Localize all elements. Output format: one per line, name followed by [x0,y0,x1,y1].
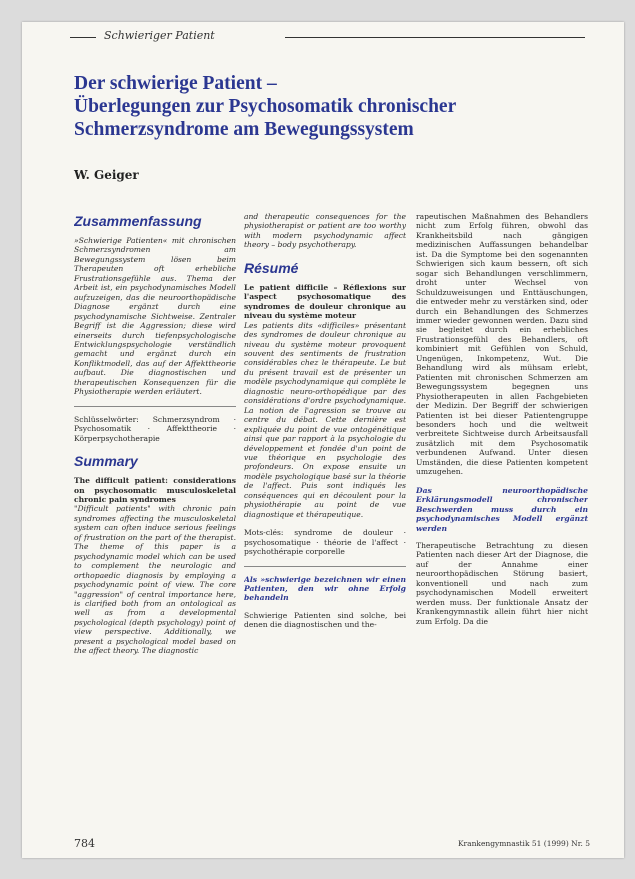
body-text: rapeutischen Maßnahmen des Behandlers nicht zum Erfolg führen, obwohl das Krankheitsbild nach gängigen medizinischen Auffassungen behandelbar ist. Da die Symptome bei den sogenannten Schwierigen sich kaum bessern, oft sich sogar sich Behandlungen verschlimmern, droht unter Wechsel von Schuldzuweisungen und Enttäuschungen, die entweder mehr zu verstärken sind, oder durch ein Behandlungen des Schmerzes immer wieder gewonnen werden. Dazu sind sie begleitet durch ein erhebliches Frustrationsgefühl des Behandlers, oft kombiniert mit Gefühlen von Schuld, Ungenügen, Inkompetenz, Wut. Die Behandlung wird als mühsam erlebt, Patienten mit chronischen Schmerzen am Bewegungssystem begegnen uns Physiotherapeuten in allen Fachgebieten der Medizin. Der Begriff der schwierigen Patienten ist bei dieser Patientengruppe besonders hoch und die weltweit verbreitete Sichtweise durch Arbeitsausfall zusätzlich mit dem Psychosomatik verbundenen Aufwand. Unter diesen Umständen, die diese Patienten kompetent umzugehen. [416,212,588,477]
article-title [74,72,594,141]
section-subheading: Als »schwierige bezeichnen wir einen Patienten, den wir ohne Erfolg behandeln [244,574,406,603]
keywords: Schlüsselwörter: Schmerzsyndrom · Psychosomatik · Affekttheorie · Körperpsychotherapie [74,414,236,443]
column-2 [244,212,406,822]
page-number: 784 [74,837,95,850]
summary-heading: Summary [74,453,138,470]
title-line-1: Der schwierige Patient – [74,73,277,94]
summary-continued: and therapeutic consequences for the physiotherapist or patient are too worthy with modern psychodynamic affect theory – body psychotherapy. [244,212,406,250]
body-text: Schwierige Patienten sind solche, bei denen die diagnostischen und the- [244,610,406,630]
column-3 [416,212,588,822]
divider [74,406,236,407]
resume-heading: Résumé [244,259,299,276]
mots-cles: Mots-clés: syndrome de douleur · psychosomatique · théorie de l'affect · psychothérapie corporelle [244,528,406,557]
divider [244,566,406,567]
journal-reference: Krankengymnastik 51 (1999) Nr. 5 [457,839,590,848]
summary-text: "Difficult patients" with chronic pain syndromes affecting the musculoskeletal system can often induce serious feelings of frustration on the part of the therapist. The theme of this paper is a psychodynamic model which can be used to complement the neurologic and orthopaedic diagnosis by employing a psychodynamic point of view. The core "aggression" of central importance here, is clarified both from an ontological as well as from a developmental psychological (depth psychology) point of view perspective. Additionally, we present a psychological model based on the affect theory. The diagnostic [74,504,236,656]
zusammenfassung-heading: Zusammenfassung [74,213,202,229]
resume-title: Le patient difficile – Réflexions sur l'aspect psychosomatique des syndromes de douleur chronique au niveau du système moteur [244,282,406,321]
journal-page [22,22,624,858]
zusammenfassung-text: »Schwierige Patienten« mit chronischen Schmerzsyndromen am Bewegungssystem lösen beim Therapeuten oft erhebliche Frustrationsgefühle aus. Thema der Arbeit ist, ein psychodynamisches Modell aufzuzeigen, das die neuroorthopädische Diagnose ergänzt durch eine psychodynamische Sichtweise. Zentraler Begriff ist die Aggression; diese wird einerseits durch tiefenpsychologische Entwicklungspsychologie verständlich gemacht und ergänzt durch ein Konfliktmodell, das auf der Affekttheorie aufbaut. Die diagnostischen und therapeutischen Konsequenzen für die Physiotherapie werden erläutert. [74,236,236,397]
author: W. Geiger [74,168,139,182]
title-line-3: Schmerzsyndrome am Bewegungssystem [74,119,414,140]
body-text: Therapeutische Betrachtung zu diesen Patienten nach dieser Art der Diagnose, die auf der Annahme einer neuroorthopädischen Störung basiert, konventionell und nach zum psychodynamischen Modell erweitert werden muss. Der funktionale Ansatz der Krankengymnastik allein führt hier nicht zum Erfolg. Da die [416,540,588,626]
resume-text: Les patients dits «difficiles» présentant des syndromes de douleur chronique au niveau du système moteur provoquent souvent des sentiments de frustration considérables chez le thérapeute. Le but du présent travail est de présenter un modèle psychodynamique qui complète le diagnostic neuro-orthopédique par des considérations d'ordre psychodynamique. La notion de l'agression se trouve au centre du débat. Cette dernière est expliquée du point de vue ontogénétique ainsi que par rapport à la psychologie du développement et fondée d'un point de vue théorique en psychologie des profondeurs. On expose ensuite un modèle psychologique basé sur la théorie de l'affect. Puis sont indiqués les conséquences qui en découlent pour la physiothérapie au point de vue diagnostique et thérapeutique. [244,320,406,519]
title-line-2: Überlegungen zur Psychosomatik chronischer [74,96,457,117]
column-1 [74,212,236,822]
summary-title: The difficult patient: considerations on psychosomatic musculoskeletal chronic pain syndromes [74,476,236,504]
section-subheading: Das neuroorthopädische Erklärungsmodell chronischer Beschwerden muss durch ein psychodynamisches Modell ergänzt werden [416,485,588,533]
header-rule-left [70,37,96,38]
running-header [70,30,590,44]
running-title: Schwieriger Patient [104,29,215,42]
header-rule-right [285,37,585,38]
